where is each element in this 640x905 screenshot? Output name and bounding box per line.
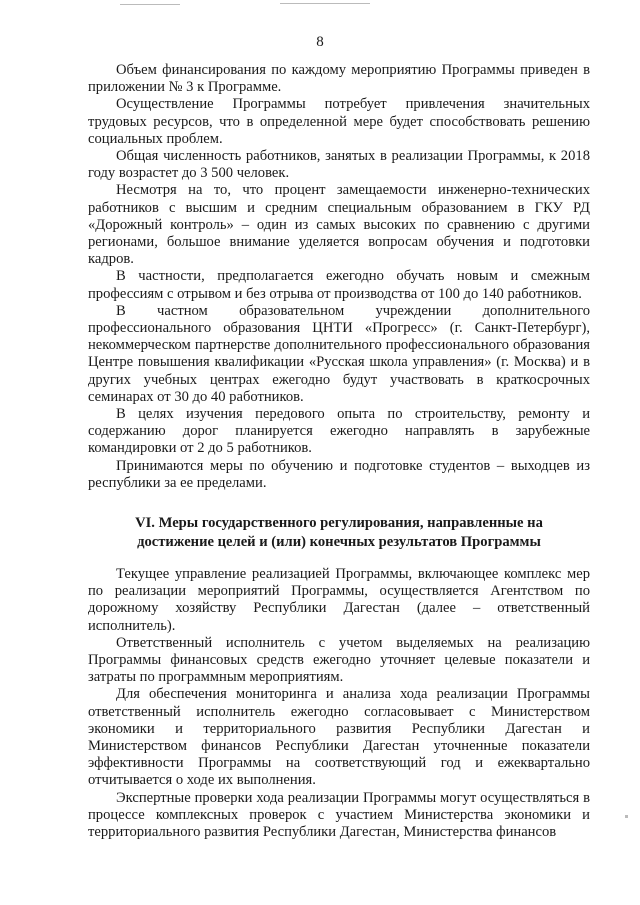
paragraph: Несмотря на то, что процент замещаемости инженерно-технических работников с высшим и средним специальным образованием в ГКУ РД «Дорожный контроль» – один из самых высоких по сравнению с другими регионами, большое внимание уделяется вопросам обучения и подготовки кадров. bbox=[88, 182, 590, 268]
paragraph: В целях изучения передового опыта по строительству, ремонту и содержанию дорог планируется ежегодно направлять в зарубежные командировки от 2 до 5 работников. bbox=[88, 406, 590, 457]
scan-artifact bbox=[280, 3, 370, 4]
section-body-1 bbox=[88, 62, 590, 492]
heading-line: достижение целей и (или) конечных результатов Программы bbox=[137, 534, 541, 550]
paragraph: Принимаются меры по обучению и подготовке студентов – выходцев из республики за ее пределами. bbox=[88, 457, 590, 491]
paragraph: Текущее управление реализацией Программы, включающее комплекс мер по реализации мероприятий Программы, осуществляется Агентством по дорожному хозяйству Республики Дагестан (далее – ответственный исполнитель). bbox=[88, 566, 590, 634]
paragraph: В частности, предполагается ежегодно обучать новым и смежным профессиям с отрывом и без отрыва от производства от 100 до 140 работников. bbox=[88, 268, 590, 302]
paragraph: В частном образовательном учреждении дополнительного профессионального образования ЦНТИ «Прогресс» (г. Санкт-Петербург), некоммерческом партнерстве дополнительного профессионального образования Центре повышения квалификации «Русская школа управления» (г. Москва) и в других учебных центрах ежегодно будут участвовать в краткосрочных семинарах от 30 до 40 работников. bbox=[88, 302, 590, 405]
paragraph: Общая численность работников, занятых в реализации Программы, к 2018 году возрастет до 3 500 человек. bbox=[88, 148, 590, 182]
paragraph: Объем финансирования по каждому мероприятию Программы приведен в приложении № 3 к Программе. bbox=[88, 62, 590, 96]
section-heading bbox=[88, 514, 590, 552]
section-body-2 bbox=[88, 566, 590, 841]
scan-artifact bbox=[625, 815, 628, 818]
page-number: 8 bbox=[316, 34, 324, 50]
scan-artifact bbox=[120, 4, 180, 5]
heading-line: VI. Меры государственного регулирования, направленные на bbox=[135, 515, 543, 531]
paragraph: Осуществление Программы потребует привлечения значительных трудовых ресурсов, что в определенной мере будет способствовать решению социальных проблем. bbox=[88, 96, 590, 147]
paragraph: Ответственный исполнитель с учетом выделяемых на реализацию Программы финансовых средств ежегодно уточняет целевые показатели и затраты по программным мероприятиям. bbox=[88, 634, 590, 686]
paragraph: Экспертные проверки хода реализации Программы могут осуществляться в процессе комплексных проверок с участием Министерства экономики и территориального развития Республики Дагестан, Министерства финансов bbox=[88, 789, 590, 841]
paragraph: Для обеспечения мониторинга и анализа хода реализации Программы ответственный исполнитель ежегодно согласовывает с Министерством экономики и территориального развития Республики Дагестан и Министерством финансов Республики Дагестан уточненные показатели эффективности Программы на соответствующий год и ежеквартально отчитывается о ходе их выполнения. bbox=[88, 686, 590, 789]
